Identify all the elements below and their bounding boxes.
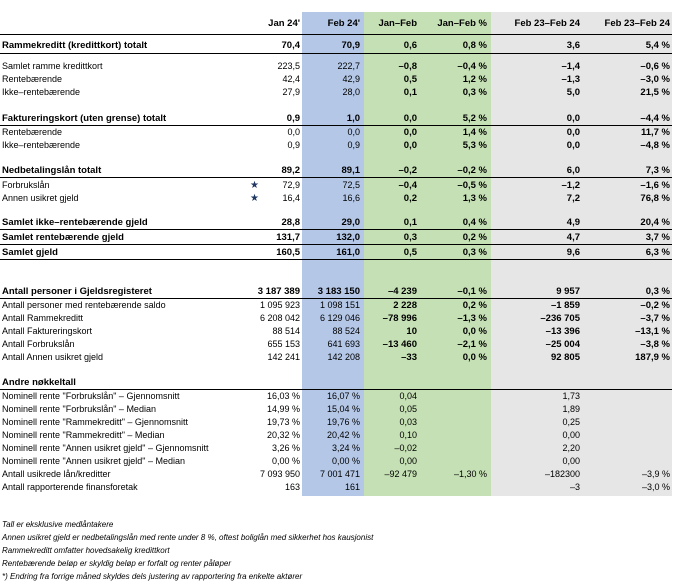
row-label: Nominell rente "Annen usikret gjeld" – Median [2, 456, 185, 466]
table-row [0, 126, 676, 139]
cell-feb: 3,24 % [331, 443, 360, 453]
divider [0, 259, 672, 260]
divider [0, 229, 672, 230]
divider [0, 53, 672, 54]
footnote: Rammekreditt omfatter hovedsakelig kredittkort [2, 546, 170, 555]
cell-yoy: 2,20 [562, 443, 580, 453]
table-row [0, 179, 676, 192]
cell-yoy-pct: –3,0 % [641, 482, 670, 492]
star-icon: ★ [250, 180, 259, 191]
cell-jan-feb-pct: 0,0 % [462, 326, 487, 337]
cell-jan: 0,9 [286, 113, 300, 124]
row-label: Samlet ikke–rentebærende gjeld [2, 217, 148, 228]
cell-jan-feb: –0,2 [398, 165, 417, 176]
table-row [0, 481, 676, 494]
cell-jan-feb-pct: 0,3 % [462, 247, 487, 258]
row-label: Nominell rente "Rammekreditt" – Gjennomsnitt [2, 417, 188, 427]
row-label: Faktureringskort (uten grense) totalt [2, 113, 167, 124]
cell-yoy: –13 396 [545, 326, 580, 337]
cell-jan-feb-pct: 0,8 % [462, 40, 487, 51]
cell-jan-feb: –4 239 [387, 286, 417, 297]
cell-yoy: –25 004 [545, 339, 580, 350]
cell-jan-feb: 10 [406, 326, 417, 337]
cell-jan-feb-pct: 0,4 % [462, 217, 487, 228]
cell-jan-feb: –92 479 [384, 469, 417, 479]
cell-feb: 29,0 [341, 217, 360, 228]
cell-yoy-pct: –4,8 % [640, 140, 670, 151]
cell-jan-feb-pct: –0,2 % [457, 165, 487, 176]
cell-feb: 7 001 471 [319, 469, 360, 479]
cell-jan: 89,2 [281, 165, 300, 176]
cell-jan: 0,0 [287, 127, 300, 137]
cell-yoy-pct: –3,0 % [640, 74, 670, 85]
row-label: Andre nøkkeltall [2, 377, 76, 388]
table-row [0, 312, 676, 325]
row-label: Annen usikret gjeld [2, 193, 79, 203]
cell-yoy-pct: 20,4 % [640, 217, 670, 228]
cell-jan: 16,03 % [266, 391, 300, 401]
cell-yoy: 5,0 [566, 87, 580, 98]
cell-yoy-pct: –13,1 % [635, 326, 670, 337]
cell-jan-feb: 2 228 [393, 300, 417, 311]
cell-jan-feb-pct: –1,3 % [457, 313, 487, 324]
cell-feb: 161 [344, 482, 360, 492]
footnote: Tall er eksklusive medlåntakere [2, 520, 114, 529]
cell-jan-feb: 0,05 [399, 404, 417, 414]
divider [0, 244, 672, 245]
cell-yoy-pct: 6,3 % [645, 247, 670, 258]
cell-jan: 1 095 923 [259, 300, 300, 310]
cell-yoy-pct: 11,7 % [640, 127, 670, 138]
table-row-summary [0, 231, 676, 244]
footnote: Rentebærende beløp er skyldig beløp er forfalt og renter påløper [2, 559, 232, 568]
cell-jan-feb: 0,6 [403, 40, 417, 51]
cell-feb: 0,9 [347, 140, 360, 150]
cell-feb: 70,9 [341, 40, 360, 51]
cell-feb: 16,07 % [326, 391, 360, 401]
cell-jan: 42,4 [282, 74, 300, 84]
row-label: Antall Annen usikret gjeld [2, 352, 104, 362]
cell-jan-feb-pct: 0,3 % [462, 87, 487, 98]
cell-yoy-pct: –4,4 % [640, 113, 670, 124]
cell-yoy-pct: 3,7 % [645, 232, 670, 243]
cell-yoy: 0,0 [566, 127, 580, 138]
cell-jan-feb-pct: –0,5 % [457, 180, 487, 191]
row-label: Samlet rentebærende gjeld [2, 232, 124, 243]
cell-jan-feb: –0,4 [398, 180, 417, 191]
cell-jan-feb: 0,10 [399, 430, 417, 440]
cell-jan-feb: 0,1 [403, 217, 417, 228]
cell-jan: 19,73 % [266, 417, 300, 427]
cell-jan-feb-pct: 0,2 % [462, 232, 487, 243]
row-label: Nominell rente "Forbrukslån" – Gjennomsnitt [2, 391, 180, 401]
cell-jan-feb: 0,0 [403, 140, 417, 151]
cell-feb: 20,42 % [326, 430, 360, 440]
cell-yoy: –1,4 [561, 61, 580, 72]
table-row-summary [0, 216, 676, 229]
cell-yoy: 1,73 [562, 391, 580, 401]
table-row [0, 299, 676, 312]
header-feb: Feb 24' [327, 18, 360, 29]
row-label: Antall usikrede lån/kreditter [2, 469, 111, 479]
cell-yoy: 9,6 [566, 247, 580, 258]
cell-yoy-pct: 76,8 % [640, 193, 670, 204]
header-yoy: Feb 23–Feb 24 [514, 18, 580, 29]
cell-jan: 655 153 [267, 339, 300, 349]
cell-yoy-pct: –3,8 % [640, 339, 670, 350]
cell-feb: 6 129 046 [319, 313, 360, 323]
cell-yoy-pct: 21,5 % [640, 87, 670, 98]
divider [0, 34, 672, 35]
cell-jan: 88 514 [272, 326, 300, 336]
cell-feb: 1,0 [346, 113, 360, 124]
table-row [0, 139, 676, 152]
footnote: Annen usikret gjeld er nedbetalingslån med rente under 8 %, oftest boliglån med sikkerhet hos kausjonist [2, 533, 374, 542]
cell-jan: 0,9 [287, 140, 300, 150]
cell-jan-feb: 0,03 [399, 417, 417, 427]
row-label: Samlet gjeld [2, 247, 58, 258]
cell-feb: 0,00 % [331, 456, 360, 466]
cell-yoy: 4,7 [566, 232, 580, 243]
table-row [0, 351, 676, 364]
cell-yoy-pct: 5,4 % [645, 40, 670, 51]
row-label: Rentebærende [2, 74, 63, 84]
row-label: Antall Rammekreditt [2, 313, 84, 323]
cell-jan-feb: 0,2 [403, 193, 417, 204]
cell-jan-feb-pct: –2,1 % [457, 339, 487, 350]
cell-yoy: 92 805 [550, 352, 580, 363]
cell-jan-feb-pct: –0,1 % [457, 286, 487, 297]
row-label: Antall rapporterende finansforetak [2, 482, 138, 492]
cell-yoy: –1,2 [561, 180, 580, 191]
cell-jan: 7 093 950 [259, 469, 300, 479]
table-row [0, 416, 676, 429]
table-row [0, 192, 676, 205]
table-row [0, 403, 676, 416]
table-row [0, 468, 676, 481]
table-row [0, 455, 676, 468]
cell-feb: 0,0 [347, 127, 360, 137]
cell-jan-feb: –13 460 [382, 339, 417, 350]
cell-jan-feb-pct: 5,3 % [462, 140, 487, 151]
cell-jan-feb: –78 996 [382, 313, 417, 324]
cell-yoy-pct: –3,9 % [641, 469, 670, 479]
cell-yoy: 4,9 [566, 217, 580, 228]
cell-jan-feb: –0,02 [394, 443, 417, 453]
cell-yoy: 0,0 [566, 140, 580, 151]
header-jan-feb-pct: Jan–Feb % [437, 18, 487, 29]
cell-jan-feb-pct: –0,4 % [457, 61, 487, 72]
cell-jan-feb: 0,0 [403, 127, 417, 138]
cell-jan-feb-pct: 0,0 % [462, 352, 487, 363]
column-header-row [0, 18, 676, 32]
row-label: Forbrukslån [2, 180, 50, 190]
table-row [0, 442, 676, 455]
cell-jan: 20,32 % [266, 430, 300, 440]
table-row [0, 86, 676, 99]
cell-yoy: 0,00 [562, 456, 580, 466]
cell-jan: 160,5 [276, 247, 300, 258]
cell-jan-feb: 0,5 [403, 247, 417, 258]
cell-jan-feb-pct: –1,30 % [453, 469, 487, 479]
header-jan: Jan 24' [268, 18, 300, 29]
header-yoy-pct: Feb 23–Feb 24 [604, 18, 670, 29]
row-label: Nedbetalingslån totalt [2, 165, 102, 176]
cell-yoy-pct: –3,7 % [640, 313, 670, 324]
cell-feb: 1 098 151 [319, 300, 360, 310]
cell-feb: 19,76 % [326, 417, 360, 427]
cell-yoy: –236 705 [540, 313, 580, 324]
cell-jan-feb: 0,00 [399, 456, 417, 466]
cell-jan-feb: –0,8 [398, 61, 417, 72]
row-label: Samlet ramme kredittkort [2, 61, 103, 71]
table-row [0, 429, 676, 442]
cell-feb: 28,0 [342, 87, 360, 97]
cell-yoy-pct: 187,9 % [635, 352, 670, 363]
cell-yoy-pct: 7,3 % [645, 165, 670, 176]
cell-yoy-pct: 0,3 % [645, 286, 670, 297]
cell-jan: 3 187 389 [257, 286, 300, 297]
row-label: Nominell rente "Forbrukslån" – Median [2, 404, 156, 414]
row-label: Nominell rente "Annen usikret gjeld" – Gjennomsnitt [2, 443, 209, 453]
cell-yoy: –3 [569, 482, 580, 492]
table-row-total [0, 39, 676, 52]
section-title [0, 376, 676, 389]
row-label: Ikke–rentebærende [2, 87, 81, 97]
cell-feb: 16,6 [342, 193, 360, 203]
cell-yoy: 9 957 [556, 286, 580, 297]
row-label: Antall Forbrukslån [2, 339, 75, 349]
table-row [0, 338, 676, 351]
cell-yoy: 0,0 [566, 113, 580, 124]
cell-yoy-pct: –0,2 % [640, 300, 670, 311]
cell-jan: 72,9 [282, 180, 300, 190]
cell-jan-feb: 0,1 [403, 87, 417, 98]
cell-jan-feb: –33 [401, 352, 417, 363]
table-row-total [0, 112, 676, 125]
cell-yoy-pct: –1,6 % [640, 180, 670, 191]
footnote: *) Endring fra forrige måned skyldes dels justering av rapportering fra enkelte aktører [2, 572, 303, 581]
cell-jan-feb-pct: 0,2 % [462, 300, 487, 311]
table-row [0, 73, 676, 86]
table-row-total [0, 285, 676, 298]
cell-jan: 0,00 % [271, 456, 300, 466]
cell-yoy: 7,2 [566, 193, 580, 204]
cell-jan-feb-pct: 1,2 % [462, 74, 487, 85]
header-jan-feb: Jan–Feb [378, 18, 417, 29]
cell-yoy: 1,89 [562, 404, 580, 414]
cell-jan: 16,4 [282, 193, 300, 203]
cell-yoy: –1 859 [550, 300, 580, 311]
cell-jan-feb: 0,04 [399, 391, 417, 401]
cell-feb: 15,04 % [326, 404, 360, 414]
table-row-summary [0, 246, 676, 259]
cell-jan-feb-pct: 1,3 % [462, 193, 487, 204]
table-row [0, 390, 676, 403]
cell-jan: 131,7 [276, 232, 300, 243]
cell-yoy: 3,6 [566, 40, 580, 51]
cell-yoy: 0,00 [562, 430, 580, 440]
row-label: Ikke–rentebærende [2, 140, 81, 150]
cell-feb: 89,1 [341, 165, 360, 176]
cell-jan-feb: 0,5 [403, 74, 417, 85]
cell-jan-feb: 0,0 [403, 113, 417, 124]
cell-jan: 3,26 % [271, 443, 300, 453]
cell-feb: 641 693 [327, 339, 360, 349]
cell-jan: 28,8 [281, 217, 300, 228]
row-label: Rentebærende [2, 127, 63, 137]
table-row [0, 60, 676, 73]
cell-jan: 142 241 [267, 352, 300, 362]
cell-jan: 14,99 % [266, 404, 300, 414]
cell-yoy: 6,0 [566, 165, 580, 176]
cell-jan: 27,9 [282, 87, 300, 97]
table-row-total [0, 164, 676, 177]
table-row [0, 325, 676, 338]
row-label: Antall Faktureringskort [2, 326, 93, 336]
cell-feb: 222,7 [337, 61, 360, 71]
cell-jan-feb-pct: 1,4 % [462, 127, 487, 138]
cell-feb: 142 208 [327, 352, 360, 362]
cell-feb: 88 524 [332, 326, 360, 336]
cell-feb: 72,5 [342, 180, 360, 190]
cell-feb: 132,0 [336, 232, 360, 243]
cell-feb: 161,0 [336, 247, 360, 258]
cell-jan: 223,5 [277, 61, 300, 71]
star-icon: ★ [250, 193, 259, 204]
cell-yoy: 0,25 [562, 417, 580, 427]
cell-yoy-pct: –0,6 % [640, 61, 670, 72]
cell-yoy: –182300 [544, 469, 580, 479]
cell-jan-feb-pct: 5,2 % [462, 113, 487, 124]
divider [0, 177, 672, 178]
cell-feb: 3 183 150 [317, 286, 360, 297]
cell-yoy: –1,3 [561, 74, 580, 85]
cell-feb: 42,9 [342, 74, 360, 84]
row-label: Antall personer i Gjeldsregisteret [2, 286, 152, 297]
row-label: Nominell rente "Rammekreditt" – Median [2, 430, 165, 440]
cell-jan: 6 208 042 [259, 313, 300, 323]
row-label: Rammekreditt (kredittkort) totalt [2, 40, 148, 51]
cell-jan: 163 [284, 482, 300, 492]
cell-jan: 70,4 [281, 40, 300, 51]
row-label: Antall personer med rentebærende saldo [2, 300, 166, 310]
cell-jan-feb: 0,3 [403, 232, 417, 243]
